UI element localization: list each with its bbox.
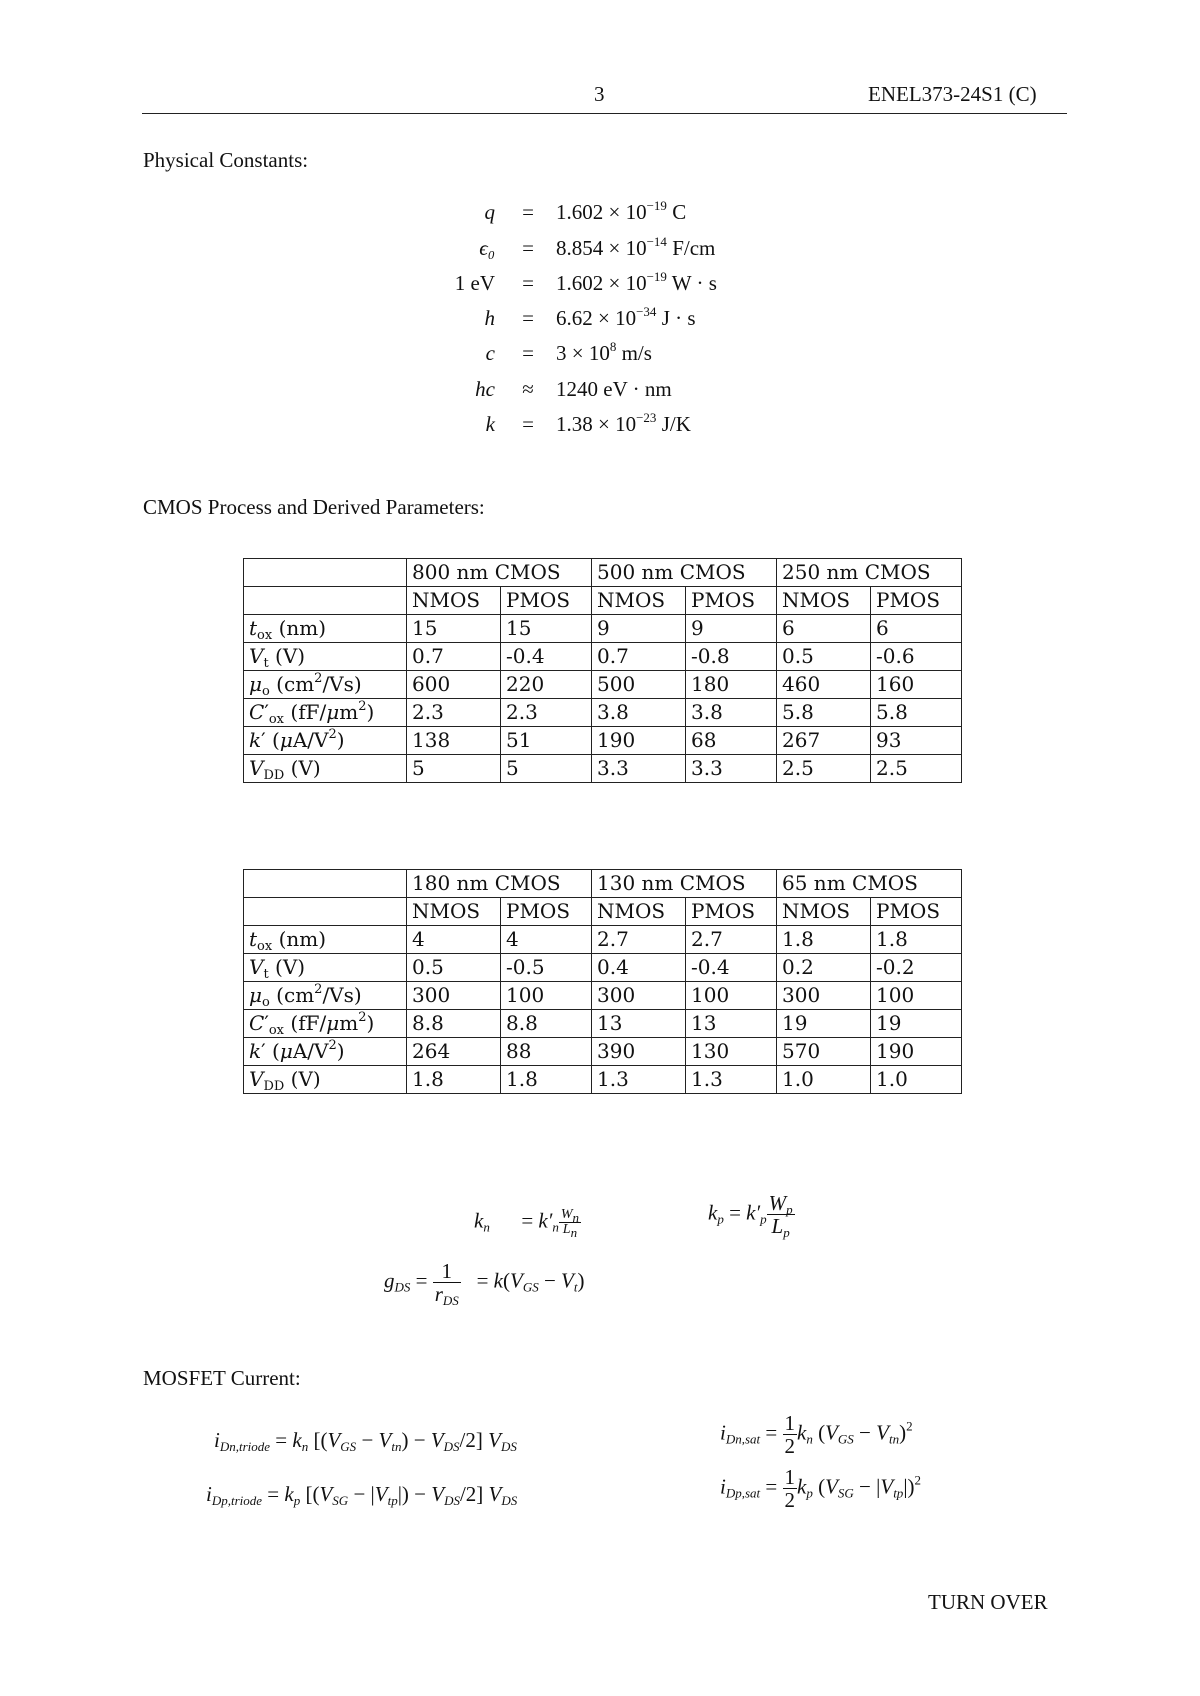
constant-operator: = <box>522 236 534 260</box>
physical-constants-heading: Physical Constants: <box>143 148 309 172</box>
table-cell: 1.0 <box>777 1066 871 1094</box>
table-row <box>244 615 962 643</box>
table-row <box>244 671 962 699</box>
constant-value <box>556 271 717 296</box>
constant-value <box>556 306 696 331</box>
table-cell: 1.8 <box>871 926 962 954</box>
row-label: $V_t$ (V) <box>244 954 407 982</box>
table-cell: 9 <box>592 615 686 643</box>
device-header: NMOS <box>407 587 501 615</box>
device-header: NMOS <box>592 898 686 926</box>
constant-symbol: 1 eV <box>454 271 495 295</box>
turn-over-note: TURN OVER <box>928 1590 1048 1614</box>
table-cell: 3.3 <box>592 755 686 783</box>
table-cell: 19 <box>871 1010 962 1038</box>
process-header-row <box>244 559 962 587</box>
table-cell: 13 <box>592 1010 686 1038</box>
table-cell: 0.7 <box>407 643 501 671</box>
table-row <box>244 1010 962 1038</box>
table-cell: 2.5 <box>871 755 962 783</box>
table-cell: 600 <box>407 671 501 699</box>
table-cell: 300 <box>407 982 501 1010</box>
table-cell: 160 <box>871 671 962 699</box>
table-cell: 1.0 <box>871 1066 962 1094</box>
table-cell: 100 <box>501 982 592 1010</box>
constant-value <box>556 200 686 225</box>
table-cell: 68 <box>686 727 777 755</box>
idp-sat-equation: $i_{Dp,sat}$ = $\frac{1}{2}$ $k_p$ $(V_{SG} - |V_{tp}|)^2$ <box>720 1465 922 1512</box>
constant-mantissa: 1.38 × 10 <box>556 412 637 436</box>
table-cell: 220 <box>501 671 592 699</box>
table-cell: 0.4 <box>592 954 686 982</box>
device-header: PMOS <box>871 898 962 926</box>
table-cell: 0.7 <box>592 643 686 671</box>
constant-unit: J/K <box>656 412 691 436</box>
table-cell: -0.8 <box>686 643 777 671</box>
table-row <box>244 699 962 727</box>
table-row <box>244 926 962 954</box>
table-cell: 570 <box>777 1038 871 1066</box>
device-header: PMOS <box>501 898 592 926</box>
constant-mantissa: 8.854 × 10 <box>556 236 647 260</box>
table-cell: 6 <box>871 615 962 643</box>
table-cell: 8.8 <box>501 1010 592 1038</box>
device-header: PMOS <box>501 587 592 615</box>
table-cell: 8.8 <box>407 1010 501 1038</box>
process-header: 250 nm CMOS <box>777 559 962 587</box>
table-row <box>244 727 962 755</box>
table-cell: 500 <box>592 671 686 699</box>
table-cell: -0.4 <box>501 643 592 671</box>
process-header: 500 nm CMOS <box>592 559 777 587</box>
empty-cell <box>244 559 407 587</box>
constant-operator: = <box>522 306 534 330</box>
row-label: k′ $(\mu A/V^2)$ <box>244 727 407 755</box>
constant-symbol: h <box>484 306 495 330</box>
table-cell: 5.8 <box>777 699 871 727</box>
table-cell: 3.8 <box>592 699 686 727</box>
device-header-row <box>244 898 962 926</box>
row-label: $V_{DD}$ (V) <box>244 755 407 783</box>
table-cell: -0.2 <box>871 954 962 982</box>
table-cell: 190 <box>592 727 686 755</box>
table-row <box>244 982 962 1010</box>
row-label: $t_{ox}$ (nm) <box>244 926 407 954</box>
empty-cell <box>244 898 407 926</box>
row-label: $\mu_o$ $(cm^2/Vs)$ <box>244 982 407 1010</box>
cmos-table-1 <box>243 558 962 783</box>
table-cell: 1.8 <box>407 1066 501 1094</box>
table-cell: 19 <box>777 1010 871 1038</box>
row-label: $\mu_o$ $(cm^2/Vs)$ <box>244 671 407 699</box>
idn-triode-equation: $i_{Dn,triode} = k_n$ $[(V_{GS} - V_{tn}) - V_{DS}/2]$ $V_{DS}$ <box>214 1428 517 1454</box>
table-cell: -0.4 <box>686 954 777 982</box>
constant-exponent: −19 <box>646 269 667 284</box>
constant-operator: = <box>522 271 534 295</box>
table-cell: 0.5 <box>407 954 501 982</box>
process-header: 180 nm CMOS <box>407 870 592 898</box>
row-label: $C'_{ox}$ $(fF/\mu m^2)$ <box>244 1010 407 1038</box>
table-cell: 190 <box>871 1038 962 1066</box>
constant-mantissa: 3 × 10 <box>556 341 610 365</box>
table-row <box>244 1038 962 1066</box>
constant-symbol: q <box>484 200 495 224</box>
table-row <box>244 954 962 982</box>
table-cell: 4 <box>501 926 592 954</box>
constant-mantissa: 1240 eV · nm <box>556 377 672 401</box>
constant-exponent: −34 <box>636 304 657 319</box>
table-cell: 3.3 <box>686 755 777 783</box>
table-cell: 180 <box>686 671 777 699</box>
device-header: PMOS <box>686 587 777 615</box>
kp-equation: $k_p = k'_p$ $\frac{W_p}{L_p}$ <box>708 1191 793 1240</box>
table-cell: 13 <box>686 1010 777 1038</box>
table-cell: 5.8 <box>871 699 962 727</box>
table-row <box>244 755 962 783</box>
device-header: NMOS <box>407 898 501 926</box>
constant-mantissa: 1.602 × 10 <box>556 200 647 224</box>
table-cell: 2.3 <box>407 699 501 727</box>
table-cell: 3.8 <box>686 699 777 727</box>
kn-equation: $k_n$ = $k'_n$ $\frac{W_n}{L_n}$ <box>474 1207 580 1240</box>
table-cell: 2.5 <box>777 755 871 783</box>
constant-mantissa: 1.602 × 10 <box>556 271 647 295</box>
table-cell: 51 <box>501 727 592 755</box>
constant-symbol: k <box>485 412 495 436</box>
row-label: $t_{ox}$ (nm) <box>244 615 407 643</box>
constant-exponent: −23 <box>636 410 657 425</box>
table-cell: 100 <box>871 982 962 1010</box>
table-row <box>244 1066 962 1094</box>
table-cell: 15 <box>407 615 501 643</box>
table-cell: 130 <box>686 1038 777 1066</box>
table-cell: 4 <box>407 926 501 954</box>
process-header-row <box>244 870 962 898</box>
constant-unit: J · s <box>656 306 696 330</box>
constant-exponent: 8 <box>609 339 617 354</box>
constant-unit: W · s <box>666 271 717 295</box>
constant-unit: m/s <box>616 341 652 365</box>
device-header: PMOS <box>686 898 777 926</box>
constant-operator: ≈ <box>522 377 534 401</box>
table-cell: 2.3 <box>501 699 592 727</box>
constant-value <box>556 377 672 402</box>
table-cell: 1.8 <box>777 926 871 954</box>
table-cell: 15 <box>501 615 592 643</box>
table-cell: 300 <box>592 982 686 1010</box>
table-cell: 138 <box>407 727 501 755</box>
process-header: 65 nm CMOS <box>777 870 962 898</box>
table-cell: 0.5 <box>777 643 871 671</box>
table-cell: -0.5 <box>501 954 592 982</box>
device-header: NMOS <box>777 587 871 615</box>
table-cell: 9 <box>686 615 777 643</box>
table-cell: 1.3 <box>686 1066 777 1094</box>
constant-exponent: −14 <box>646 234 667 249</box>
table-cell: 6 <box>777 615 871 643</box>
table-row <box>244 643 962 671</box>
cmos-heading: CMOS Process and Derived Parameters: <box>143 495 485 519</box>
table-cell: 267 <box>777 727 871 755</box>
constant-operator: = <box>522 200 534 224</box>
row-label: $V_t$ (V) <box>244 643 407 671</box>
constant-symbol: ϵ₀ <box>479 236 495 260</box>
cmos-table-2 <box>243 869 962 1094</box>
table-cell: 2.7 <box>592 926 686 954</box>
table-cell: 264 <box>407 1038 501 1066</box>
device-header: NMOS <box>777 898 871 926</box>
table-cell: 1.3 <box>592 1066 686 1094</box>
constant-mantissa: 6.62 × 10 <box>556 306 637 330</box>
constant-exponent: −19 <box>646 198 667 213</box>
constant-unit: C <box>666 200 687 224</box>
table-cell: 5 <box>407 755 501 783</box>
idp-triode-equation: $i_{Dp,triode} = k_p$ $[(V_{SG} - |V_{tp}|) - V_{DS}/2]$ $V_{DS}$ <box>206 1482 518 1508</box>
table-cell: 2.7 <box>686 926 777 954</box>
row-label: k′ $(\mu A/V^2)$ <box>244 1038 407 1066</box>
table-cell: 390 <box>592 1038 686 1066</box>
table-cell: 5 <box>501 755 592 783</box>
table-cell: 100 <box>686 982 777 1010</box>
mosfet-heading: MOSFET Current: <box>143 1366 301 1390</box>
gds-equation: $g_{DS}$ = $\frac{1}{r_{DS}}$ = $k(V_{GS} - V_t)$ <box>384 1259 585 1308</box>
table-cell: 93 <box>871 727 962 755</box>
constant-operator: = <box>522 341 534 365</box>
table-cell: 1.8 <box>501 1066 592 1094</box>
constant-value <box>556 236 715 261</box>
table-cell: 88 <box>501 1038 592 1066</box>
course-code: ENEL373-24S1 (C) <box>868 82 1037 106</box>
device-header: NMOS <box>592 587 686 615</box>
table-cell: -0.6 <box>871 643 962 671</box>
constant-value <box>556 341 652 366</box>
header-rule <box>142 113 1067 114</box>
row-label: $C'_{ox}$ $(fF/\mu m^2)$ <box>244 699 407 727</box>
process-header: 800 nm CMOS <box>407 559 592 587</box>
constant-value <box>556 412 691 437</box>
device-header: PMOS <box>871 587 962 615</box>
empty-cell <box>244 587 407 615</box>
empty-cell <box>244 870 407 898</box>
row-label: $V_{DD}$ (V) <box>244 1066 407 1094</box>
constant-unit: F/cm <box>666 236 716 260</box>
page-number: 3 <box>594 82 605 106</box>
constant-symbol: c <box>485 341 495 365</box>
table-cell: 0.2 <box>777 954 871 982</box>
device-header-row <box>244 587 962 615</box>
process-header: 130 nm CMOS <box>592 870 777 898</box>
constant-operator: = <box>522 412 534 436</box>
table-cell: 300 <box>777 982 871 1010</box>
table-cell: 460 <box>777 671 871 699</box>
idn-sat-equation: $i_{Dn,sat}$ = $\frac{1}{2}$ $k_n$ $(V_{GS} - V_{tn})^2$ <box>720 1411 913 1458</box>
constant-symbol: hc <box>475 377 495 401</box>
